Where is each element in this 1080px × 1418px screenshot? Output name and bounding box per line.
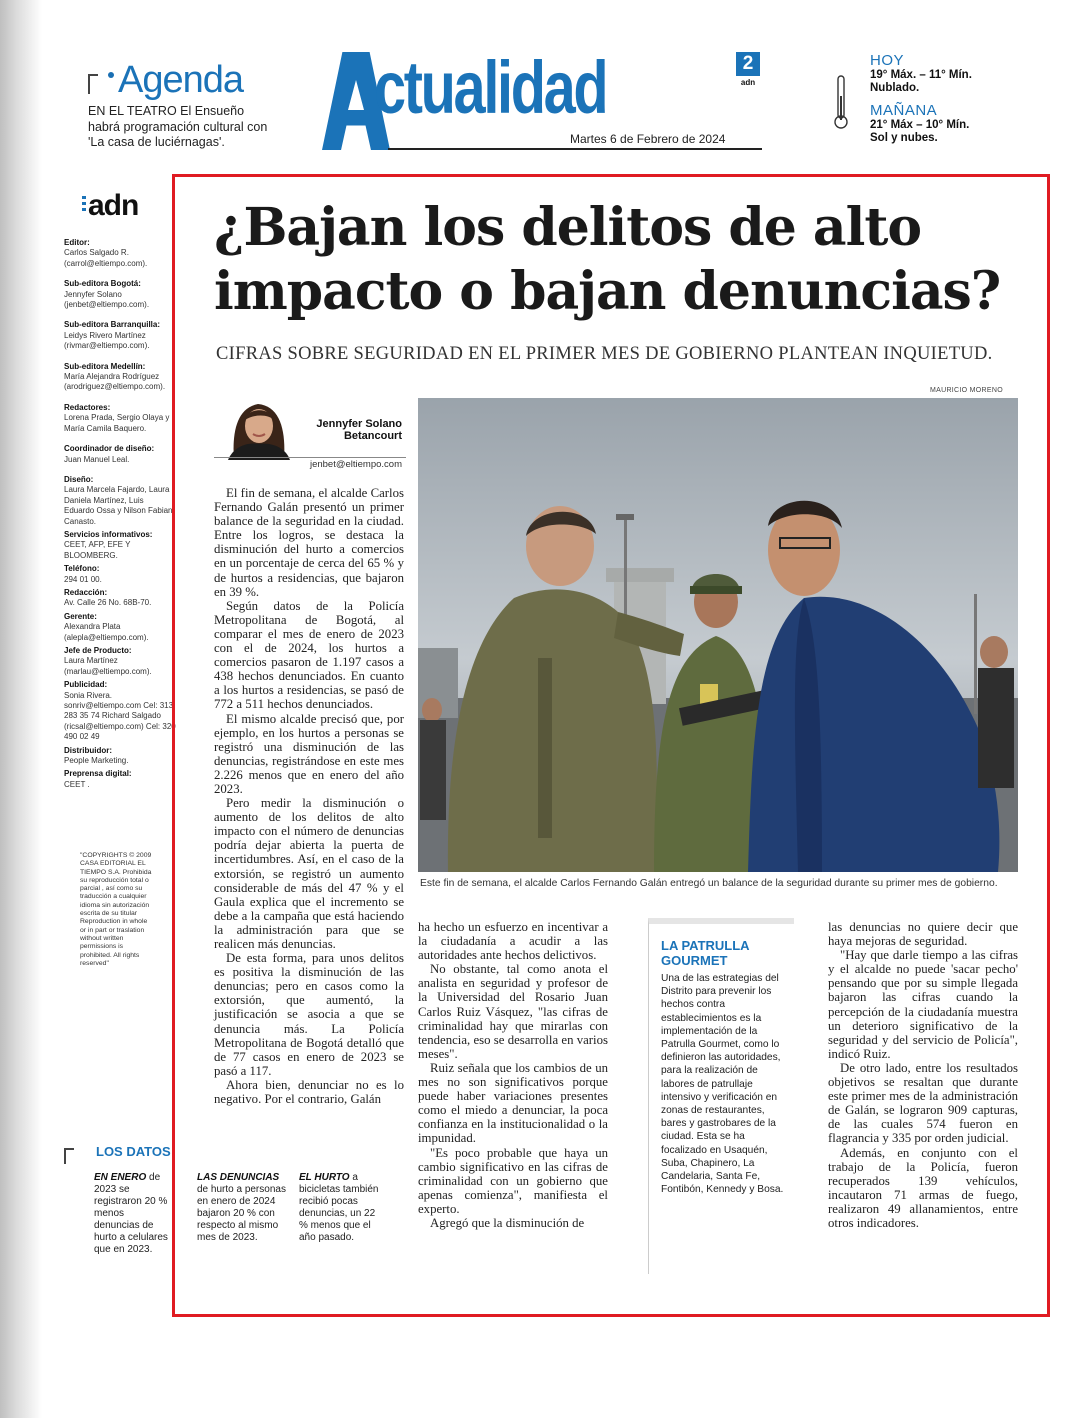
credit-entry: [64, 444, 176, 465]
article-paragraph: No obstante, tal como anota el analista en seguridad y profesor de la Universidad del Rosario Juan Carlos Ruiz Vásquez, "las cifras de criminalidad hay que mirarlas con tendencia, eso se desarrolla en varios meses".: [418, 962, 608, 1061]
page-number: 2: [736, 52, 760, 76]
credit-entry: [64, 238, 176, 269]
credit-entry: [64, 612, 176, 643]
article-paragraph: De otro lado, entre los resultados objetivos se resaltan que durante este primer mes de la administración de Galán, se lograron 909 capturas, de las cuales 574 fueron en flagrancia y 335 por orden judicial.: [828, 1060, 1018, 1146]
article-paragraph: Ahora bien, denunciar no es lo negativo. Por el contrario, Galán: [214, 1077, 404, 1107]
page-edge-shadow: [0, 0, 42, 1418]
article-paragraph: Según datos de la Policía Metropolitana de Bogotá, al comparar el mes de enero de 2023 con el de 2024, los hurtos a comercios pasaron de 1.197 casos a 438 hechos denunciados. En cuanto a los hurtos a residencias, se pasó de 772 a 511 hechos denunciados.: [214, 598, 404, 712]
credit-role: Teléfono:: [64, 564, 100, 574]
article-column-3: [828, 920, 1018, 1230]
author-email: jenbet@eltiempo.com: [309, 459, 402, 470]
article-paragraph: las denuncias no quiere decir que haya mejoras de seguridad.: [828, 920, 1018, 949]
weather-today-label: HOY: [870, 52, 905, 69]
credit-text: Carlos Salgado R. (carrol@eltiempo.com).: [64, 248, 148, 268]
credit-role: Gerente:: [64, 611, 97, 621]
credit-text: CEET .: [64, 779, 90, 789]
article-column-1: [214, 486, 404, 1106]
credit-text: Jennyfer Solano (jenbet@eltiempo.com).: [64, 289, 150, 310]
agenda-title: Agenda: [118, 59, 244, 101]
credit-role: Redactores:: [64, 402, 111, 412]
article-photo: [418, 398, 1018, 872]
patrulla-text: Una de las estrategias del Distrito para prevenir los hechos contra establecimientos es la implementación de la Patrulla Gourmet, como lo definieron las autoridades, para la realización de labores de patrullaje intensivo y verificación en zonas de restaurantes, bares y gastrobares de la ciudad. Esta se ha focalizado en Usaquén, Suba, Chapinero, La Candelaria, Santa Fe, Fontibón, Kennedy y Bosa.: [661, 973, 784, 1196]
article-headline: ¿Bajan los delitos de alto impacto o bajan denuncias?: [214, 197, 1001, 322]
masthead: [322, 46, 762, 152]
credit-role: Distribuidor:: [64, 745, 112, 755]
credit-entry: [64, 279, 176, 310]
datos-item: [94, 1172, 172, 1262]
thermometer-icon: [834, 74, 848, 130]
credit-role: Sub-editora Medellín:: [64, 361, 146, 371]
credit-role: Sub-editora Barranquilla:: [64, 320, 161, 330]
credit-entry: [64, 530, 176, 561]
credit-text: Av. Calle 26 No. 68B-70.: [64, 598, 152, 608]
credit-entry: [64, 646, 176, 677]
credit-entry: [64, 680, 176, 742]
credit-text: People Marketing.: [64, 756, 129, 766]
adn-logo: adn: [88, 189, 139, 222]
datos-bracket: [64, 1148, 74, 1164]
masthead-title: ctualidad: [374, 46, 607, 129]
credit-role: Diseño:: [64, 474, 94, 484]
credit-text: Sonia Rivera. sonriv@eltiempo.com Cel: 313 283 35 74 Richard Salgado (ricsal@eltiempo.com) Cel: 320 490 02 49: [64, 690, 176, 742]
credit-text: Laura Martínez (marlau@eltiempo.com).: [64, 656, 152, 676]
credit-text: Laura Marcela Fajardo, Laura Daniela Martínez, Luis Eduardo Ossa y Nilson Fabian Canasto.: [64, 485, 173, 526]
article-paragraph: Además, en conjunto con el trabajo de la Policía, fueron recuperados 139 vehículos, incautaron 71 armas de fuego, realizaron 49 allanamientos, entre otros indicadores.: [828, 1145, 1018, 1230]
datos-item-lead: EL HURTO: [299, 1172, 350, 1183]
issue-date: Martes 6 de Febrero de 2024: [570, 132, 726, 146]
agenda-dot: [108, 72, 114, 78]
credit-role: Preprensa digital:: [64, 769, 132, 779]
credit-role: Coordinador de diseño:: [64, 444, 155, 454]
weather-tomorrow-text: 21° Máx – 10° Mín. Sol y nubes.: [870, 119, 970, 144]
datos-title: LOS DATOS: [96, 1144, 171, 1159]
article-column-2: [418, 920, 608, 1230]
credit-role: Publicidad:: [64, 680, 108, 690]
staff-credits: [64, 238, 176, 793]
copyright-notice: "COPYRIGHTS © 2009 CASA EDITORIAL EL TIEMPO S.A. Prohibida su reproducción total o parcial , así como su traducción a cualquier idioma sin autorización escrita de su titular Reproduction in whole or in part or traslation without written permissions is prohibited. All rights reserved": [80, 852, 152, 967]
article-paragraph: Agregó que la disminución de: [430, 1215, 585, 1230]
photo-caption: Este fin de semana, el alcalde Carlos Fernando Galán entregó un balance de la seguridad durante su primer mes de gobierno.: [420, 878, 998, 889]
agenda-text: EN EL TEATRO El Ensueño habrá programación cultural con 'La casa de luciérnagas'.: [88, 104, 268, 149]
credit-text: Lorena Prada, Sergio Olaya y María Camila Baquero.: [64, 413, 170, 433]
author-rule: [214, 457, 406, 458]
credit-entry: [64, 403, 176, 434]
credit-text: María Alejandra Rodríguez (arodriguez@eltiempo.com).: [64, 372, 166, 392]
author-byline: [214, 394, 406, 472]
weather-tomorrow: [870, 102, 990, 145]
weather-today: [870, 52, 990, 95]
credit-entry: [64, 769, 176, 790]
agenda-bracket: [88, 74, 98, 94]
patrulla-gourmet-box: [648, 918, 794, 1274]
credit-role: Editor:: [64, 238, 90, 247]
adn-logo-dots: [82, 196, 86, 214]
article-paragraph: Pero medir la disminución o aumento de los delitos de alto impacto con el número de denuncias podría dejar abierta la puerta de incertidumbres. Así, en el caso de la extorsión, se registró un aumento considerable de más del 47 % y el Gaula explica que el incremento se debe a la campaña que está haciendo la administración para que se realicen más denuncias.: [214, 796, 404, 951]
photo-credit: MAURICIO MORENO: [930, 387, 1003, 394]
credit-entry: [64, 564, 176, 585]
article-subhead: CIFRAS SOBRE SEGURIDAD EN EL PRIMER MES DE GOBIERNO PLANTEAN INQUIETUD.: [216, 344, 993, 364]
article-paragraph: "Es poco probable que haya un cambio significativo en las cifras de criminalidad con un gobierno que apenas comienza", manifiesta el experto.: [418, 1145, 608, 1216]
page-number-brand: adn: [740, 78, 756, 87]
patrulla-title: LA PATRULLA GOURMET: [661, 938, 750, 968]
credit-entry: [64, 475, 176, 527]
credit-entry: [64, 588, 176, 609]
credit-text: Alexandra Plata (alepla@eltiempo.com).: [64, 622, 149, 642]
author-name: Jennyfer Solano Betancourt: [316, 418, 402, 442]
article-paragraph: De esta forma, para unos delitos es positiva la disminución de las denuncias; pero en casos como la extorsión, que aumentó, la justificación se asocia a que se denuncia más. La Policía Metropolitana de Bogotá detalló que de 77 casos en enero de 2023 se pasó a 117.: [214, 951, 404, 1078]
article-paragraph: El mismo alcalde precisó que, por ejemplo, en los hurtos a personas se registró una disminución de las denuncias, registrándose en este mes 2.226 menos que en enero del año 2023.: [214, 711, 404, 796]
author-avatar: [214, 394, 300, 460]
credit-text: Juan Manuel Leal.: [64, 454, 130, 464]
credit-role: Jefe de Producto:: [64, 646, 132, 655]
article-paragraph: ha hecho un esfuerzo en incentivar a la ciudadanía a acudir a las autoridades ante hechos delictivos.: [418, 920, 608, 963]
datos-item-text: de 2023 se registraron 20 % menos denuncias de hurto a celulares que en 2023.: [94, 1172, 168, 1255]
weather-tomorrow-label: MAÑANA: [870, 102, 938, 119]
datos-item-text: de hurto a personas en enero de 2024 bajaron 20 % con respecto al mismo mes de 2023.: [197, 1184, 286, 1243]
datos-item-lead: EN ENERO: [94, 1172, 147, 1183]
credit-role: Redacción:: [64, 587, 108, 597]
masthead-rule: [388, 148, 762, 150]
datos-item-lead: LAS DENUNCIAS: [197, 1172, 280, 1183]
datos-item-text: a bicicletas también recibió pocas denuncias, un 22 % menos que el año pasado.: [299, 1172, 379, 1243]
article-paragraph: Ruiz señala que los cambios de un mes no son significativos porque puede haber variaciones presentes como el miedo a denunciar, la poca confianza en la institucionalidad o la impunidad.: [418, 1060, 608, 1146]
credit-text: 294 01 00.: [64, 574, 102, 584]
credit-text: CEET, AFP, EFE Y BLOOMBERG.: [64, 540, 131, 560]
weather-today-text: 19° Máx. – 11° Mín. Nublado.: [870, 69, 972, 94]
credit-role: Sub-editora Bogotá:: [64, 279, 141, 289]
article-paragraph: "Hay que darle tiempo a las cifras y el alcalde no puede 'sacar pecho' pensando que por su simple llegada bajaron las cifras cuando la percepción de la ciudadanía muestra un deterioro significativo de la seguridad y del servicio de Policía", indicó Ruiz.: [828, 948, 1018, 1061]
credit-entry: [64, 746, 176, 767]
credit-role: Servicios informativos:: [64, 529, 153, 539]
credit-entry: [64, 320, 176, 351]
article-paragraph: El fin de semana, el alcalde Carlos Fernando Galán presentó un primer balance de la seguridad en la ciudad. Entre los logros, se destaca la disminución del hurto a comercios en un porcentaje de cerca del 65 % y de hurtos a residencias, que bajaron en 39 %.: [214, 486, 404, 599]
credit-text: Leidys Rivero Martínez (rivmar@eltiempo.com).: [64, 330, 150, 351]
credit-entry: [64, 362, 176, 393]
